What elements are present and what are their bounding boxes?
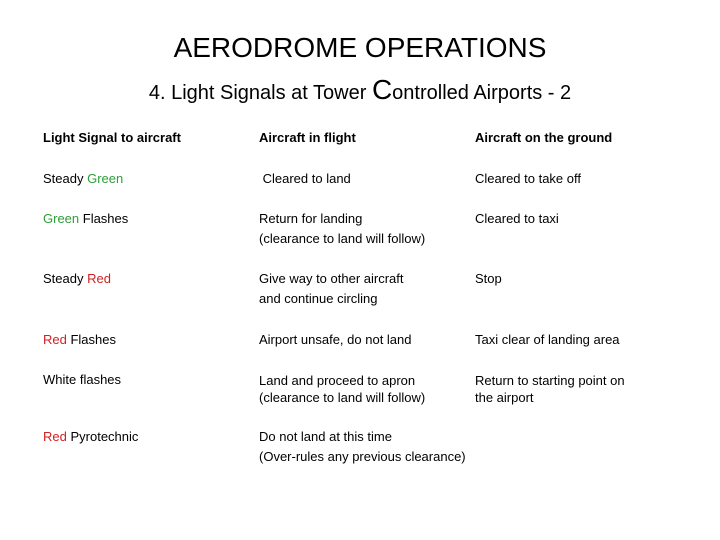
action-line: Airport unsafe, do not land	[259, 332, 412, 347]
signal-red-pyrotechnic	[43, 427, 138, 447]
action-line: Cleared to land	[259, 171, 351, 186]
action-line: Cleared to take off	[475, 171, 581, 186]
in-flight-action	[259, 427, 466, 467]
subtitle-prefix: 4. Light Signals at Tower	[148, 82, 372, 104]
action-line: Return to starting point on	[475, 373, 625, 388]
action-line: Taxi clear of landing area	[475, 332, 620, 347]
action-line: Stop	[475, 271, 502, 286]
signal-text: Pyrotechnic	[66, 429, 139, 444]
in-flight-action	[259, 269, 404, 309]
action-line: (clearance to land will follow)	[259, 390, 426, 405]
in-flight-action	[259, 169, 351, 189]
header-in-flight: Aircraft in flight	[259, 130, 356, 145]
action-line: Do not land at this time	[259, 429, 392, 444]
action-line: (Over-rules any previous clearance)	[259, 449, 466, 464]
signal-steady-red	[43, 269, 111, 289]
action-line: (clearance to land will follow)	[259, 231, 426, 246]
on-ground-action	[475, 209, 559, 229]
in-flight-action	[259, 372, 425, 406]
header-on-ground: Aircraft on the ground	[475, 130, 613, 145]
page-subtitle	[0, 74, 720, 109]
header-light-signal: Light Signal to aircraft	[43, 130, 181, 145]
signal-text: Steady	[43, 171, 88, 186]
signal-red-flashes	[43, 330, 116, 350]
action-line: Cleared to taxi	[475, 211, 559, 226]
signal-text: Flashes	[79, 211, 129, 226]
signal-color-word: Green	[43, 211, 80, 226]
signal-text: Flashes	[66, 332, 116, 347]
signal-color-word: Red	[43, 429, 67, 444]
signal-text: Steady	[43, 271, 88, 286]
on-ground-action	[475, 372, 625, 406]
subtitle-big-letter: C	[371, 74, 393, 105]
signal-color-word: Green	[87, 171, 124, 186]
on-ground-action	[475, 330, 620, 350]
action-line: the airport	[475, 390, 534, 405]
signal-white-flashes: White flashes	[43, 372, 122, 387]
signal-color-word: Red	[43, 332, 67, 347]
signal-green-flashes	[43, 209, 128, 229]
page-title: AERODROME OPERATIONS	[173, 32, 547, 63]
in-flight-action	[259, 209, 425, 249]
subtitle-suffix: ontrolled Airports - 2	[392, 82, 572, 104]
on-ground-action	[475, 269, 502, 289]
action-line: Give way to other aircraft	[259, 271, 404, 286]
signal-color-word: Red	[87, 271, 111, 286]
in-flight-action	[259, 330, 412, 350]
action-line: and continue circling	[259, 291, 378, 306]
on-ground-action	[475, 169, 581, 189]
signal-steady-green	[43, 169, 123, 189]
action-line: Return for landing	[259, 211, 363, 226]
action-line: Land and proceed to apron	[259, 373, 416, 388]
